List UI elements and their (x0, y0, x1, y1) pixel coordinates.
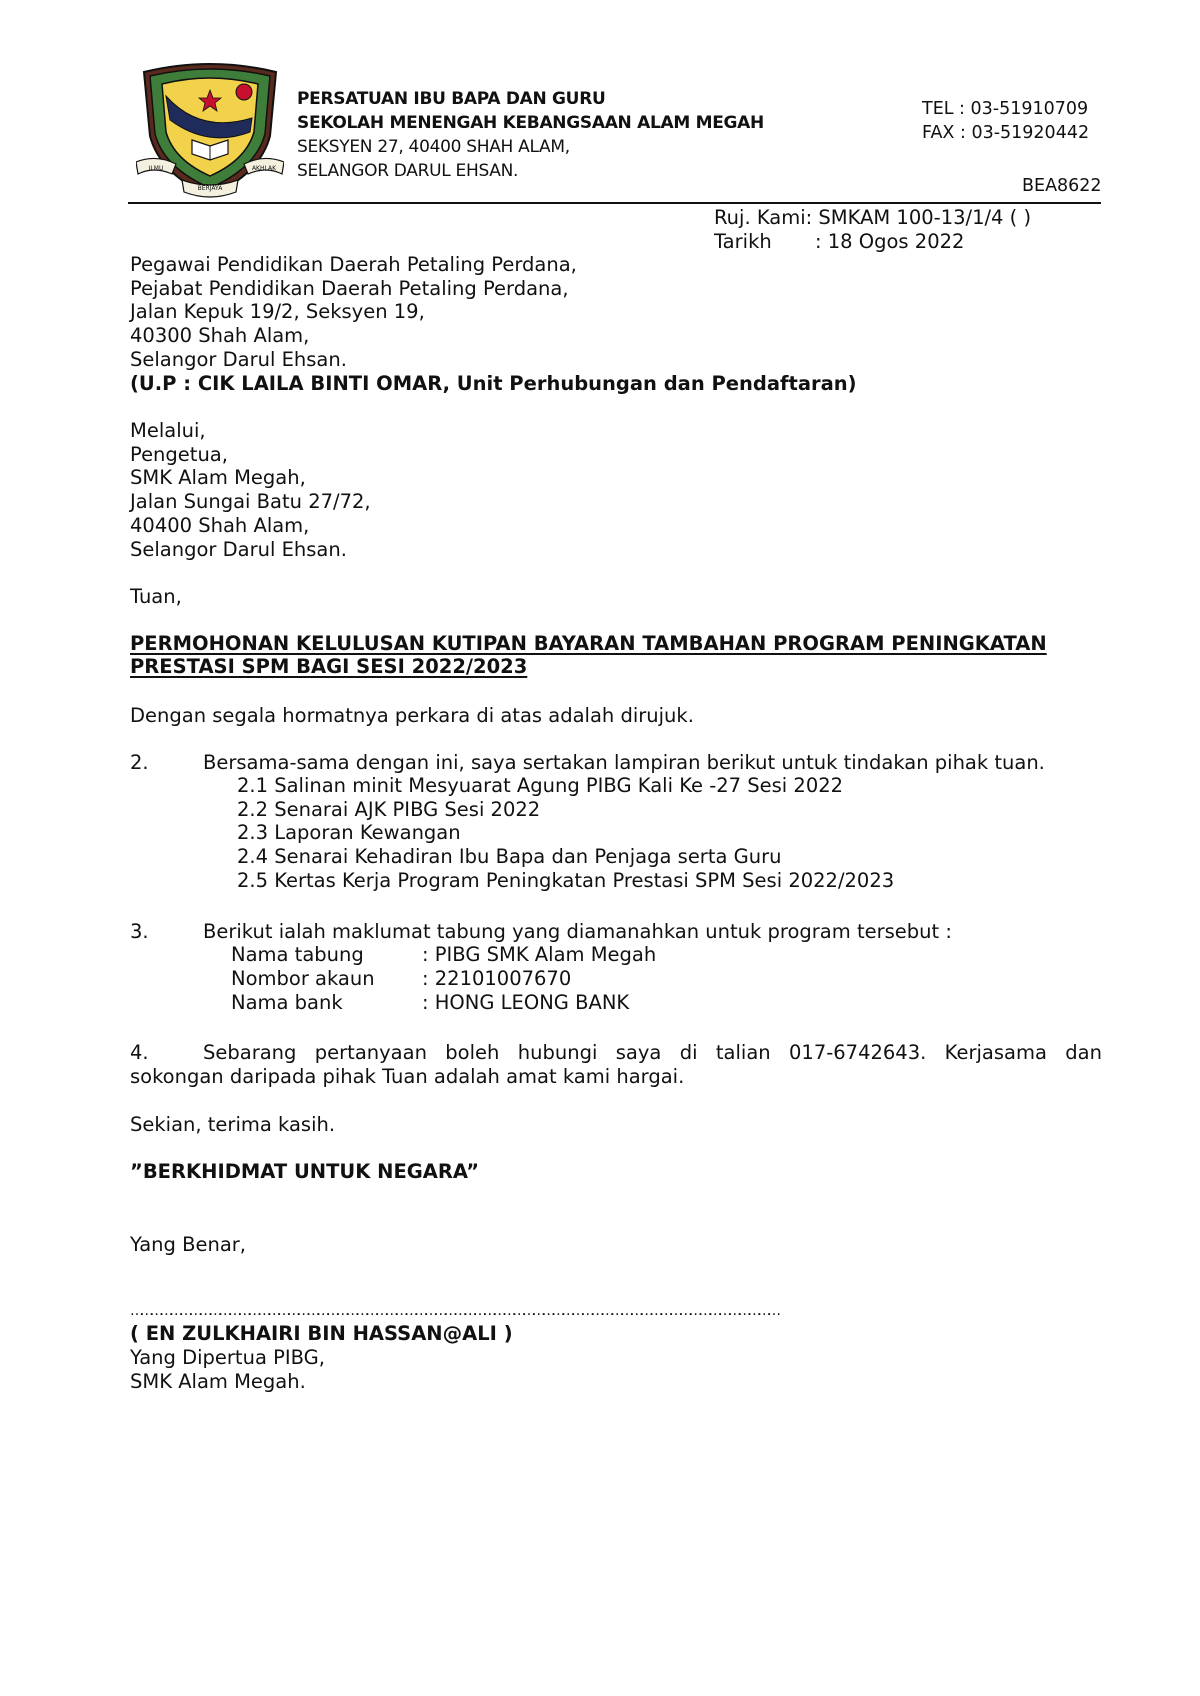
closing-thanks: Sekian, terima kasih. (130, 1113, 336, 1136)
recipient-line: Pegawai Pendidikan Daerah Petaling Perdana, (130, 253, 577, 276)
signatory-name: ( EN ZULKHAIRI BIN HASSAN@ALI ) (130, 1322, 513, 1345)
date-value: : 18 Ogos 2022 (815, 230, 965, 253)
account-label-name: Nama tabung (231, 943, 364, 966)
paragraph-4-line2: sokongan daripada pihak Tuan adalah amat kami hargai. (130, 1065, 685, 1088)
signatory-title: Yang Dipertua PIBG, (130, 1346, 325, 1369)
reference-number: Ruj. Kami: SMKAM 100-13/1/4 ( ) (714, 206, 1032, 229)
attachment-item: 2.4 Senarai Kehadiran Ibu Bapa dan Penjaga serta Guru (237, 845, 782, 869)
attachment-item: 2.3 Laporan Kewangan (237, 821, 461, 845)
via-address (130, 419, 371, 561)
account-label-bank: Nama bank (231, 991, 343, 1014)
yours-truly: Yang Benar, (130, 1233, 247, 1256)
paragraph-1: Dengan segala hormatnya perkara di atas adalah dirujuk. (130, 704, 694, 727)
svg-text:BERJAYA: BERJAYA (197, 185, 223, 192)
recipient-line: Selangor Darul Ehsan. (130, 347, 347, 371)
via-line: 40400 Shah Alam, (130, 513, 310, 537)
via-line: SMK Alam Megah, (130, 466, 306, 490)
signatory-school: SMK Alam Megah. (130, 1370, 306, 1393)
attachment-item: 2.1 Salinan minit Mesyuarat Agung PIBG Kali Ke -27 Sesi 2022 (237, 774, 844, 797)
paragraph-2-number: 2. (130, 751, 149, 774)
school-address-line1: SEKSYEN 27, 40400 SHAH ALAM, (297, 137, 570, 157)
recipient-line: 40300 Shah Alam, (130, 324, 310, 348)
crest-icon (136, 62, 284, 202)
recipient-address (130, 253, 857, 395)
salutation: Tuan, (130, 585, 182, 608)
account-value-bank: : HONG LEONG BANK (422, 991, 630, 1014)
attachment-item: 2.2 Senarai AJK PIBG Sesi 2022 (237, 797, 541, 821)
school-crest-logo (136, 62, 284, 202)
paragraph-2-text: Bersama-sama dengan ini, saya sertakan lampiran berikut untuk tindakan pihak tuan. (203, 751, 1045, 774)
document-code: BEA8622 (1022, 176, 1102, 196)
via-line: Pengetua, (130, 442, 228, 466)
account-label-number: Nombor akaun (231, 967, 375, 990)
account-value-number: : 22101007670 (422, 967, 572, 990)
signature-line: ……………………………………………………………………………………………………………………………………………………………………………… (130, 1303, 777, 1319)
recipient-line: Pejabat Pendidikan Daerah Petaling Perdana, (130, 276, 569, 300)
school-name: SEKOLAH MENENGAH KEBANGSAAN ALAM MEGAH (297, 113, 764, 133)
attachment-list (237, 774, 894, 893)
paragraph-3-number: 3. (130, 920, 149, 943)
school-address-line2: SELANGOR DARUL EHSAN. (297, 161, 519, 181)
header-divider (128, 202, 1101, 204)
subject-line1: PERMOHONAN KELULUSAN KUTIPAN BAYARAN TAMBAHAN PROGRAM PENINGKATAN (130, 632, 1047, 655)
date-label: Tarikh (714, 230, 772, 253)
fax-number: FAX : 03-51920442 (922, 123, 1090, 143)
attention-line: (U.P : CIK LAILA BINTI OMAR, Unit Perhubungan dan Pendaftaran) (130, 371, 857, 395)
recipient-line: Jalan Kepuk 19/2, Seksyen 19, (130, 300, 425, 324)
tel-number: TEL : 03-51910709 (922, 99, 1089, 119)
paragraph-4-number: 4. (130, 1041, 149, 1064)
attachment-item: 2.5 Kertas Kerja Program Peningkatan Prestasi SPM Sesi 2022/2023 (237, 868, 895, 892)
via-line: Melalui, (130, 419, 206, 442)
motto: ”BERKHIDMAT UNTUK NEGARA” (130, 1160, 480, 1183)
org-name: PERSATUAN IBU BAPA DAN GURU (297, 89, 606, 109)
account-value-name: : PIBG SMK Alam Megah (422, 943, 657, 966)
paragraph-3-text: Berikut ialah maklumat tabung yang diamanahkan untuk program tersebut : (203, 920, 952, 943)
via-line: Selangor Darul Ehsan. (130, 537, 347, 561)
via-line: Jalan Sungai Batu 27/72, (130, 490, 371, 514)
svg-text:ILMU: ILMU (148, 165, 164, 172)
paragraph-4-line1: Sebarang pertanyaan boleh hubungi saya di talian 017-6742643. Kerjasama dan (203, 1041, 1102, 1064)
svg-text:AKHLAK: AKHLAK (251, 165, 277, 172)
subject-line2: PRESTASI SPM BAGI SESI 2022/2023 (130, 655, 528, 678)
